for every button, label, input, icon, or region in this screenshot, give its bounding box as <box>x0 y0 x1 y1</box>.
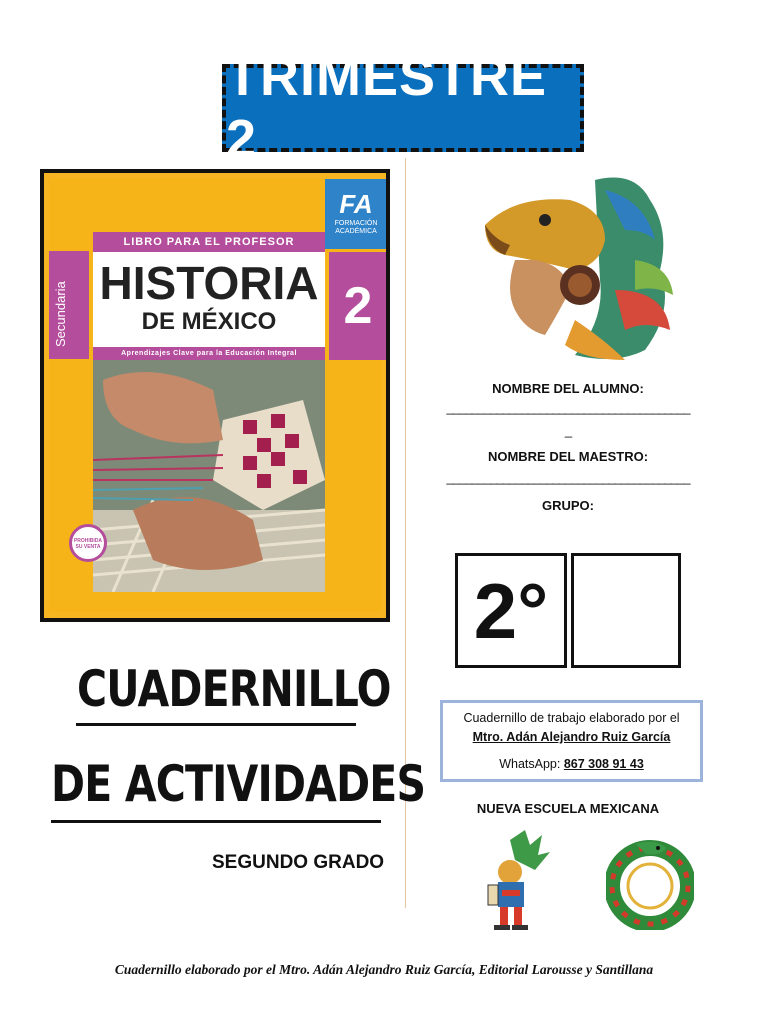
publisher-name: FORMACIÓN ACADÉMICA <box>334 220 378 235</box>
credit-whatsapp <box>443 757 700 771</box>
title-banner <box>222 47 584 169</box>
heading-underline <box>51 820 381 823</box>
cover-background <box>49 179 381 612</box>
student-name-line-end: _ <box>564 423 572 438</box>
student-name-line: _______________________________________ <box>446 400 690 415</box>
credit-text: Cuadernillo de trabajo elaborado por el <box>463 711 680 725</box>
teacher-name-label: NOMBRE DEL MAESTRO: <box>487 449 649 464</box>
aztec-god-image <box>480 830 550 930</box>
credit-author: Mtro. Adán Alejandro Ruiz García <box>472 730 671 744</box>
eagle-warrior-image <box>475 170 675 365</box>
whatsapp-number: 867 308 91 43 <box>563 757 644 771</box>
publisher-logo-mark: FA <box>339 189 373 219</box>
program-name: NUEVA ESCUELA MEXICANA <box>476 801 660 816</box>
teacher-name-line: _______________________________________ <box>446 470 690 485</box>
page-title: TRIMESTRE 2 <box>226 47 548 169</box>
book-cover-image <box>40 169 390 622</box>
cover-grade-number: 2 <box>329 252 387 360</box>
heading-cuadernillo: CUADERNILLO <box>77 660 391 718</box>
cover-subtitle: Aprendizajes Clave para la Educación Integral <box>93 347 325 360</box>
cover-title-block <box>93 252 325 347</box>
serpent-glyph-illustration <box>606 838 694 930</box>
grade-text: SEGUNDO GRADO <box>212 852 385 873</box>
weaving-photo-illustration <box>93 360 325 592</box>
footer-credit: Cuadernillo elaborado por el Mtro. Adán Alejandro Ruiz García, Editorial Larousse y Santillana <box>114 962 654 977</box>
cover-badge: PROHIBIDA SU VENTA <box>69 524 107 562</box>
weaving-hands-photo <box>93 360 325 592</box>
serpent-glyph-image <box>606 838 694 930</box>
publisher-logo <box>325 179 387 249</box>
grade-box: 2° <box>455 553 567 668</box>
aztec-god-illustration <box>480 830 550 930</box>
whatsapp-label: WhatsApp: <box>499 757 564 771</box>
group-label: GRUPO: <box>542 498 594 513</box>
student-name-label: NOMBRE DEL ALUMNO: <box>492 381 644 396</box>
cover-band: LIBRO PARA EL PROFESOR <box>93 232 325 252</box>
cover-side-label: Secundaria <box>53 281 68 347</box>
cover-side-band <box>49 251 89 359</box>
heading-actividades: DE ACTIVIDADES <box>51 755 426 813</box>
heading-underline <box>76 723 356 726</box>
credit-box <box>440 700 703 782</box>
group-box <box>571 553 681 668</box>
cover-title-line2: DE MÉXICO <box>141 308 277 335</box>
eagle-warrior-illustration <box>475 170 675 365</box>
cover-title: HISTORIA <box>99 257 319 309</box>
